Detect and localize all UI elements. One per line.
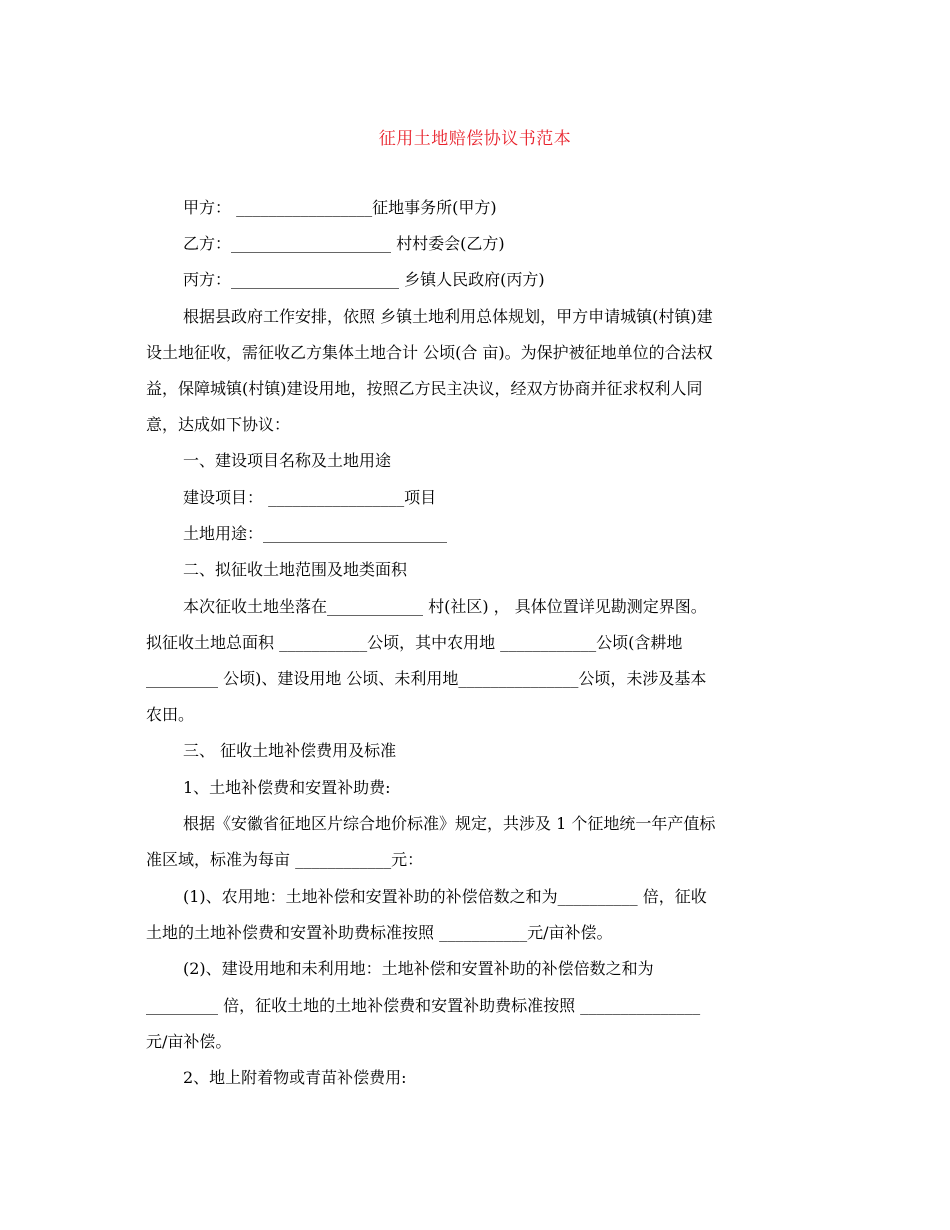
body-line: 根据《安徽省征地区片综合地价标准》规定，共涉及 1 个征地统一年产值标 xyxy=(183,814,716,833)
preamble-line: 意，达成如下协议： xyxy=(146,415,291,434)
sub-heading: 2、地上附着物或青苗补偿费用: xyxy=(183,1068,407,1087)
preamble-line: 设土地征收，需征收乙方集体土地合计 公顷(合 亩)。为保护被征地单位的合法权 xyxy=(146,343,713,362)
body-line: 元/亩补偿。 xyxy=(146,1032,232,1051)
body-line: 拟征收土地总面积 ___________公顷，其中农用地 ____________公顷(含耕地 xyxy=(146,633,683,652)
land-use-line: 土地用途：_______________________ xyxy=(183,524,448,543)
preamble-line: 根据县政府工作安排，依照 乡镇土地利用总体规划，甲方申请城镇(村镇)建 xyxy=(183,307,713,326)
party-a-line: 甲方： _________________征地事务所(甲方) xyxy=(183,198,497,217)
document-title: 征用土地赔偿协议书范本 xyxy=(378,129,572,149)
body-line: 土地的土地补偿费和安置补助费标准按照 ___________元/亩补偿。 xyxy=(146,923,613,942)
body-line: (1)、农用地：土地补偿和安置补助的补偿倍数之和为__________ 倍，征收 xyxy=(183,887,707,906)
body-line: _________ 公顷)、建设用地 公顷、未利用地_______________公顷，未涉及基本 xyxy=(146,669,707,688)
body-line: 农田。 xyxy=(146,705,195,724)
body-line: 本次征收土地坐落在____________ 村(社区) ， 具体位置详见勘测定界图。 xyxy=(183,597,707,616)
body-line: _________ 倍，征收土地的土地补偿费和安置补助费标准按照 _______________ xyxy=(146,996,701,1015)
party-b-line: 乙方：____________________ 村村委会(乙方) xyxy=(183,234,505,253)
project-name-line: 建设项目： _________________项目 xyxy=(183,488,437,507)
body-line: 准区域，标准为每亩 ____________元： xyxy=(146,850,424,869)
sub-heading: 1、土地补偿费和安置补助费: xyxy=(183,778,391,797)
section-heading: 三、 征收土地补偿费用及标准 xyxy=(183,741,397,760)
body-line: (2)、建设用地和未利用地：土地补偿和安置补助的补偿倍数之和为 xyxy=(183,959,654,978)
section-heading: 一、建设项目名称及土地用途 xyxy=(183,451,392,470)
section-heading: 二、拟征收土地范围及地类面积 xyxy=(183,560,408,579)
preamble-line: 益，保障城镇(村镇)建设用地，按照乙方民主决议，经双方协商并征求权利人同 xyxy=(146,379,703,398)
party-c-line: 丙方：_____________________ 乡镇人民政府(丙方) xyxy=(183,270,545,289)
